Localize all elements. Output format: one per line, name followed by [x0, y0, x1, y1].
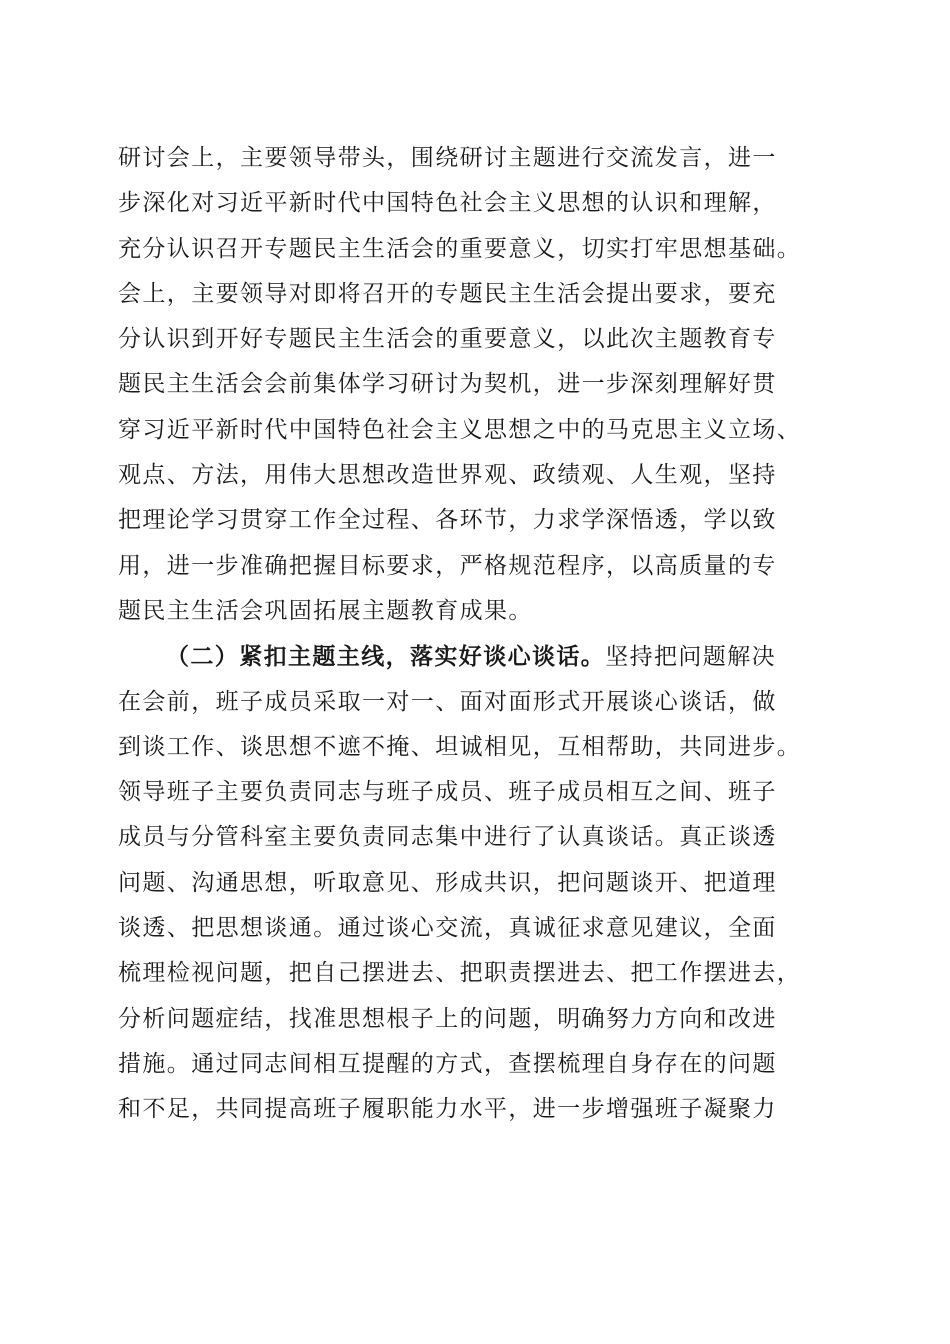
text-line: 领导班子主要负责同志与班子成员、班子成员相互之间、班子 — [118, 779, 777, 806]
text-line: 穿习近平新时代中国特色社会主义思想之中的马克思主义立场、 — [118, 416, 802, 443]
text-line: 题民主生活会巩固拓展主题教育成果。 — [118, 597, 533, 624]
text-line: 用，进一步准确把握目标要求，严格规范程序，以高质量的专 — [118, 552, 777, 579]
text-line: 到谈工作、谈思想不遮不掩、坦诚相见，互相帮助，共同进步。 — [118, 733, 802, 760]
section-2-first-line — [118, 634, 838, 679]
text-line: 研讨会上，主要领导带头，围绕研讨主题进行交流发言，进一 — [118, 145, 777, 171]
text-line: 步深化对习近平新时代中国特色社会主义思想的认识和理解， — [118, 190, 777, 217]
text-line: 谈透、把思想谈通。通过谈心交流，真诚征求意见建议，全面 — [118, 915, 777, 942]
text-line: 观点、方法，用伟大思想改造世界观、政绩观、人生观，坚持 — [118, 462, 777, 489]
text-line: 梳理检视问题，把自己摆进去、把职责摆进去、把工作摆进去， — [118, 960, 802, 987]
text-line: 和不足，共同提高班子履职能力水平，进一步增强班子凝聚力 — [118, 1096, 777, 1123]
text-line: 在会前，班子成员采取一对一、面对面形式开展谈心谈话，做 — [118, 688, 777, 715]
text-line: 充分认识召开专题民主生活会的重要意义，切实打牢思想基础。 — [118, 235, 802, 262]
text-line: 分析问题症结，找准思想根子上的问题，明确努力方向和改进 — [118, 1005, 777, 1032]
section-2-first-line-text: 坚持把问题解决 — [605, 644, 777, 671]
text-line: 分认识到开好专题民主生活会的重要意义，以此次主题教育专 — [118, 326, 777, 353]
text-line: 题民主生活会会前集体学习研讨为契机，进一步深刻理解好贯 — [118, 371, 777, 398]
text-line: 措施。通过同志间相互提醒的方式，查摆梳理自身存在的问题 — [118, 1050, 777, 1077]
document-body — [118, 136, 838, 1133]
text-line: 问题、沟通思想，听取意见、形成共识，把问题谈开、把道理 — [118, 869, 777, 896]
section-2-heading: （二）紧扣主题主线，落实好谈心谈话。 — [166, 643, 606, 671]
text-line: 把理论学习贯穿工作全过程、各环节，力求学深悟透，学以致 — [118, 507, 777, 534]
text-line: 会上，主要领导对即将召开的专题民主生活会提出要求，要充 — [118, 280, 777, 307]
text-line: 成员与分管科室主要负责同志集中进行了认真谈话。真正谈透 — [118, 824, 777, 851]
